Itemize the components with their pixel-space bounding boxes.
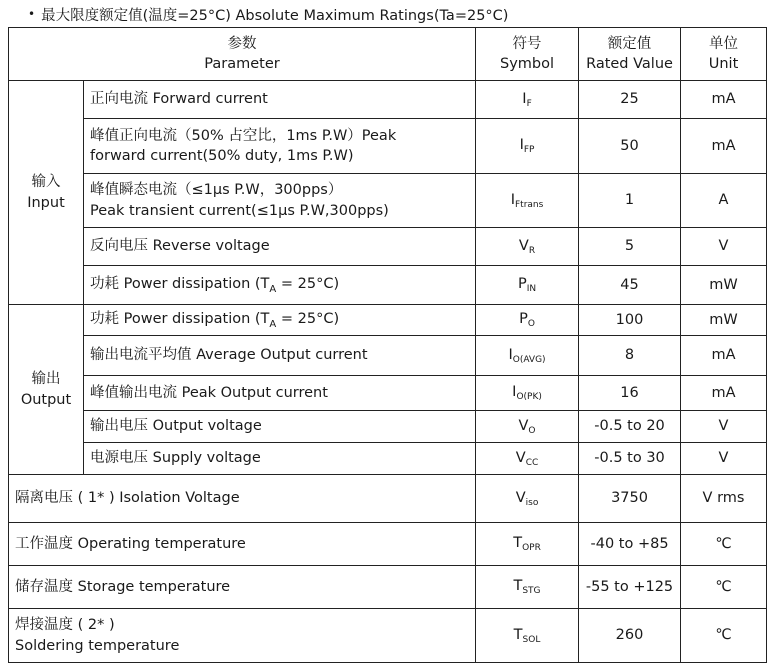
symbol-cell [476,411,579,443]
param-cell: 储存温度 Storage temperature [9,566,476,609]
symbol-sub: STG [522,586,541,597]
header-row [9,28,767,81]
bullet-icon: • [28,7,36,21]
table-row [9,443,767,475]
symbol-main: V [518,417,529,434]
value-cell: 50 [579,119,681,174]
symbol-sub: O(AVG) [512,354,546,365]
symbol-main: V [518,237,529,254]
param-post: = 25°C) [276,310,340,327]
param-line: Peak transient current(≤1μs P.W,300pps) [90,202,389,219]
symbol-sub: F [526,98,532,109]
table-row [9,523,767,566]
param-cell [84,266,476,305]
param-cell: 电源电压 Supply voltage [84,443,476,475]
param-pre: 功耗 Power dissipation (T [90,310,270,327]
unit-cell: ℃ [681,609,767,663]
table-row [9,411,767,443]
value-cell: 260 [579,609,681,663]
symbol-cell [476,609,579,663]
table-row [9,81,767,119]
header-parameter-en: Parameter [204,56,280,72]
table-row [9,609,767,663]
symbol-cell [476,566,579,609]
symbol-sub: O(PK) [516,392,542,403]
symbol-sub: R [528,245,536,256]
group-output-en: Output [20,391,72,408]
symbol-cell [476,475,579,523]
table-caption [28,2,508,26]
symbol-cell [476,228,579,266]
table-row [9,566,767,609]
param-line: 峰值瞬态电流（≤1μs P.W，300pps） [90,182,343,199]
caption-text: 最大限度额定值(温度=25°C) Absolute Maximum Ratings(Ta=25°C) [41,7,509,24]
table-row [9,376,767,411]
unit-cell: ℃ [681,523,767,566]
header-parameter-cn: 参数 [227,35,257,52]
symbol-cell [476,443,579,475]
param-pre: 功耗 Power dissipation (T [90,275,270,292]
table-row [9,228,767,266]
unit-cell: ℃ [681,566,767,609]
value-cell: 45 [579,266,681,305]
symbol-main: T [513,626,523,643]
header-unit [681,28,767,81]
param-cell [84,119,476,174]
symbol-sub: Ftrans [514,199,544,210]
symbol-cell [476,336,579,376]
group-input-en: Input [27,194,65,211]
symbol-main: T [513,578,523,595]
unit-cell: mW [681,266,767,305]
symbol-sub: FP [523,145,535,156]
param-cell: 峰值输出电流 Peak Output current [84,376,476,411]
param-cell [9,609,476,663]
symbol-cell [476,266,579,305]
param-line: Soldering temperature [15,637,180,654]
param-line: 峰值正向电流（50% 占空比，1ms P.W）Peak [90,127,397,144]
symbol-main: V [515,489,526,506]
param-cell: 正向电流 Forward current [84,81,476,119]
group-output-cn: 输出 [31,371,61,388]
header-symbol-cn: 符号 [512,35,542,52]
param-sub: A [269,318,277,330]
unit-cell: mA [681,81,767,119]
unit-cell: mA [681,376,767,411]
value-cell: 25 [579,81,681,119]
header-symbol [476,28,579,81]
symbol-sub: iso [525,497,539,508]
symbol-cell [476,376,579,411]
symbol-cell [476,81,579,119]
symbol-main: I [510,191,515,208]
param-cell [84,174,476,228]
table-row [9,336,767,376]
symbol-sub: OPR [522,543,541,554]
param-cell: 隔离电压 ( 1* ) Isolation Voltage [9,475,476,523]
header-symbol-en: Symbol [500,56,555,72]
header-value [579,28,681,81]
unit-cell: V rms [681,475,767,523]
group-input-label [9,81,84,305]
param-cell: 反向电压 Reverse voltage [84,228,476,266]
table-row [9,266,767,305]
header-parameter [9,28,476,81]
value-cell: 8 [579,336,681,376]
table-row [9,174,767,228]
symbol-cell [476,119,579,174]
unit-cell: V [681,228,767,266]
header-unit-cn: 单位 [709,35,739,52]
symbol-main: I [519,137,524,154]
table-row [9,475,767,523]
table-row [9,119,767,174]
param-post: = 25°C) [276,275,340,292]
unit-cell: V [681,411,767,443]
value-cell: 100 [579,305,681,336]
value-cell: -40 to +85 [579,523,681,566]
unit-cell: mW [681,305,767,336]
symbol-cell [476,523,579,566]
symbol-main: V [515,449,526,466]
table-row [9,305,767,336]
symbol-main: I [508,346,513,363]
symbol-sub: CC [525,457,539,468]
value-cell: 5 [579,228,681,266]
param-line: forward current(50% duty, 1ms P.W) [90,148,354,164]
group-input-cn: 输入 [31,174,61,191]
symbol-main: P [517,276,527,293]
symbol-sub: O [528,425,536,436]
unit-cell: A [681,174,767,228]
symbol-sub: IN [526,284,537,295]
param-cell: 输出电流平均值 Average Output current [84,336,476,376]
symbol-main: T [513,535,523,552]
symbol-main: P [519,311,528,328]
unit-cell: mA [681,119,767,174]
param-line: 焊接温度 ( 2* ) [15,617,115,634]
param-cell [84,305,476,336]
value-cell: -0.5 to 20 [579,411,681,443]
symbol-cell [476,174,579,228]
absolute-maximum-ratings-table [8,27,767,663]
symbol-main: I [512,384,517,401]
value-cell: 16 [579,376,681,411]
value-cell: 3750 [579,475,681,523]
param-cell: 工作温度 Operating temperature [9,523,476,566]
symbol-main: I [522,90,527,107]
param-cell: 输出电压 Output voltage [84,411,476,443]
header-value-cn: 额定值 [607,35,652,52]
symbol-sub: O [527,319,535,330]
symbol-cell [476,305,579,336]
value-cell: 1 [579,174,681,228]
unit-cell: mA [681,336,767,376]
value-cell: -55 to +125 [579,566,681,609]
symbol-sub: SOL [522,634,541,645]
param-sub: A [269,283,277,295]
unit-cell: V [681,443,767,475]
group-output-label [9,305,84,475]
value-cell: -0.5 to 30 [579,443,681,475]
header-value-en: Rated Value [586,56,673,72]
header-unit-en: Unit [708,56,739,72]
